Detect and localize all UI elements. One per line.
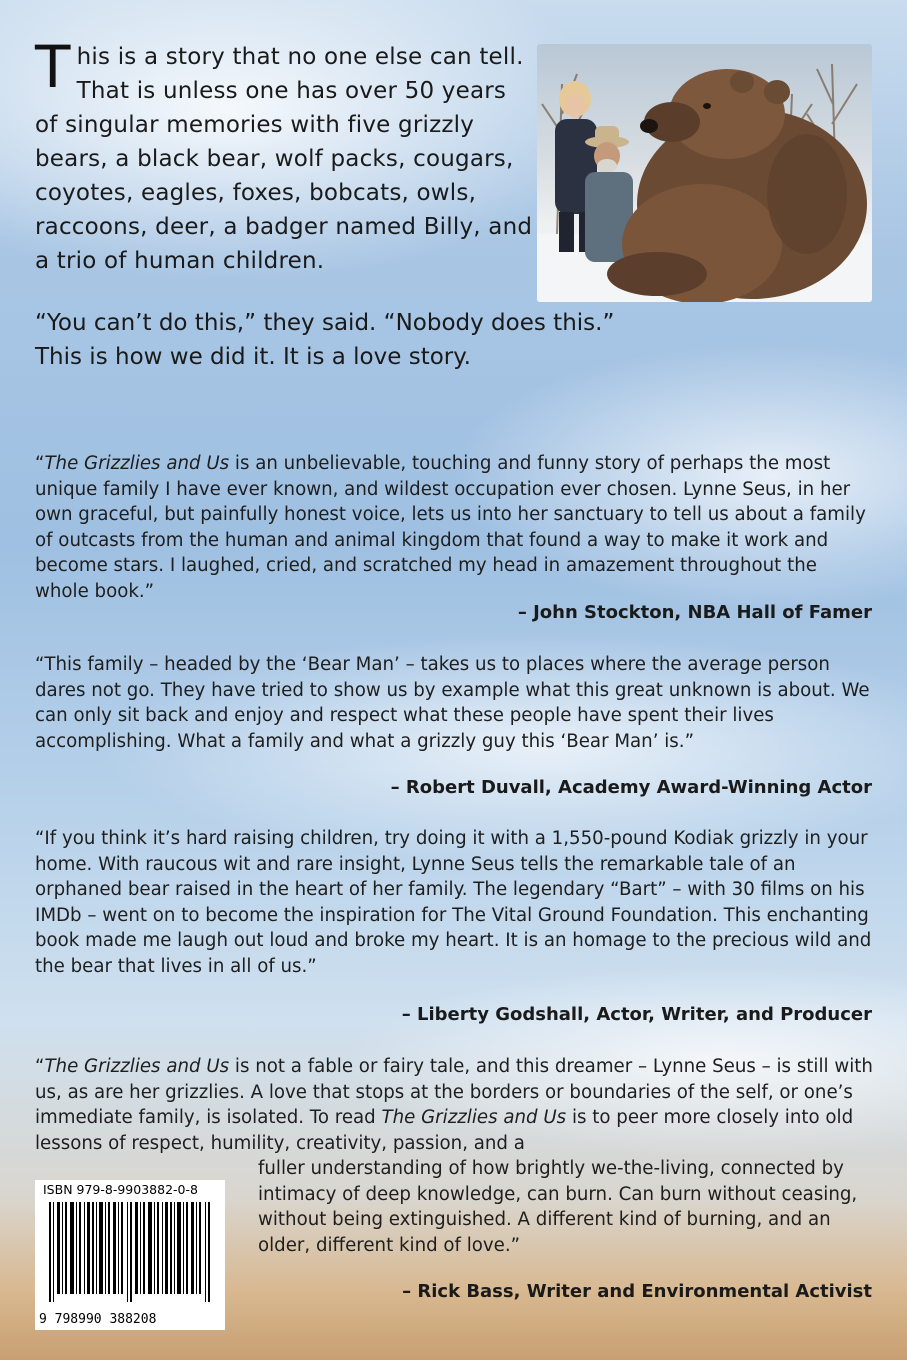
quote-duvall <box>35 652 875 754</box>
intro-paragraph-2 <box>35 306 635 374</box>
photo-illustration <box>537 44 872 302</box>
barcode-bars <box>49 1202 219 1302</box>
attribution-bass: – Rick Bass, Writer and Environmental Activist <box>402 1281 872 1302</box>
quote-text: “The Grizzlies and Us is not a fable or fairy tale, and this dreamer – Lynne Seus – is still with us, as are her grizzlies. A love that stops at the borders or boundaries of the self, or one’s immediate family, is isolated. To read The Grizzlies and Us is to peer more closely into old lessons of respect, humility, creativity, passion, and a <box>35 1056 873 1154</box>
isbn-label: ISBN 979-8-9903882-0-8 <box>43 1182 198 1197</box>
barcode-digits: 9 798990 388208 <box>39 1312 157 1327</box>
attribution-stockton: – John Stockton, NBA Hall of Famer <box>517 602 872 623</box>
book-title: The Grizzlies and Us <box>44 1056 230 1077</box>
quote-text: “The Grizzlies and Us is an unbelievable, touching and funny story of perhaps the most unique family I have ever known, and wildest occupation ever chosen. Lynne Seus, in her own graceful, but painfully honest voice, lets us into her sanctuary to tell us about a family of outcasts from the human and animal kingdom that found a way to make it work and become stars. I laughed, cried, and scratched my head in amazement throughout the whole book.” <box>35 453 866 602</box>
attribution-duvall: – Robert Duvall, Academy Award-Winning Actor <box>390 777 872 798</box>
quote-godshall <box>35 826 875 979</box>
quote-body: is not a fable or fairy tale, and this dreamer – Lynne Seus – is still with us, as are her grizzlies. A love that stops at the borders or boundaries of the self, or one’s immediate family, is isolated. To read <box>35 1056 873 1128</box>
book-title: The Grizzlies and Us <box>381 1107 567 1128</box>
book-title: The Grizzlies and Us <box>44 453 230 474</box>
intro-text: his is a story that no one else can tell. That is unless one has over 50 years of singular memories with five grizzly bears, a black bear, wolf packs, cougars, coyotes, eagles, foxes, bobcats, owls, raccoons, deer, a badger named Billy, and a trio of human children. <box>35 44 533 274</box>
intro-paragraph <box>35 33 535 278</box>
quote-body: is an unbelievable, touching and funny story of perhaps the most unique family I have ever known, and wildest occupation ever chosen. Lynne Seus, in her own graceful, but painfully honest voice, lets us into her sanctuary to tell us about a family of outcasts from the human and animal kingdom that found a way to make it work and become stars. I laughed, cried, and scratched my head in amazement throughout the whole book.” <box>35 453 866 602</box>
quote-body: is to peer more closely into old lessons of respect, humility, creativity, passion, and a <box>35 1107 854 1154</box>
drop-cap: T <box>35 33 71 101</box>
quote-body: “If you think it’s hard raising children, try doing it with a 1,550-pound Kodiak grizzly in your home. With raucous wit and rare insight, Lynne Seus tells the remarkable tale of an orphaned bear raised in the heart of her family. The legendary “Bart” – with 30 films on his IMDb – went on to become the inspiration for The Vital Ground Foundation. This enchanting book made me laugh out loud and broke my heart. It is an homage to the precious wild and the bear that lives in all of us.” <box>35 828 872 977</box>
intro-text-2: “You can’t do this,” they said. “Nobody does this.” This is how we did it. It is a love story. <box>35 310 615 370</box>
isbn-barcode <box>35 1180 225 1330</box>
quote-bass-continued <box>258 1156 878 1258</box>
attribution-godshall: – Liberty Godshall, Actor, Writer, and Producer <box>401 1004 872 1025</box>
quote-bass <box>35 1054 875 1156</box>
author-bear-photo <box>537 44 872 302</box>
quote-body: fuller understanding of how brightly we-the-living, connected by intimacy of deep knowledge, can burn. Can burn without ceasing, without being extinguished. A different kind of burning, and an older, different kind of love.” <box>258 1158 858 1256</box>
quote-body: “This family – headed by the ‘Bear Man’ – takes us to places where the average person dares not go. They have tried to show us by example what this great unknown is about. We can only sit back and enjoy and respect what these people have spent their lives accomplishing. What a family and what a grizzly guy this ‘Bear Man’ is.” <box>35 654 870 752</box>
quote-stockton <box>35 451 875 604</box>
